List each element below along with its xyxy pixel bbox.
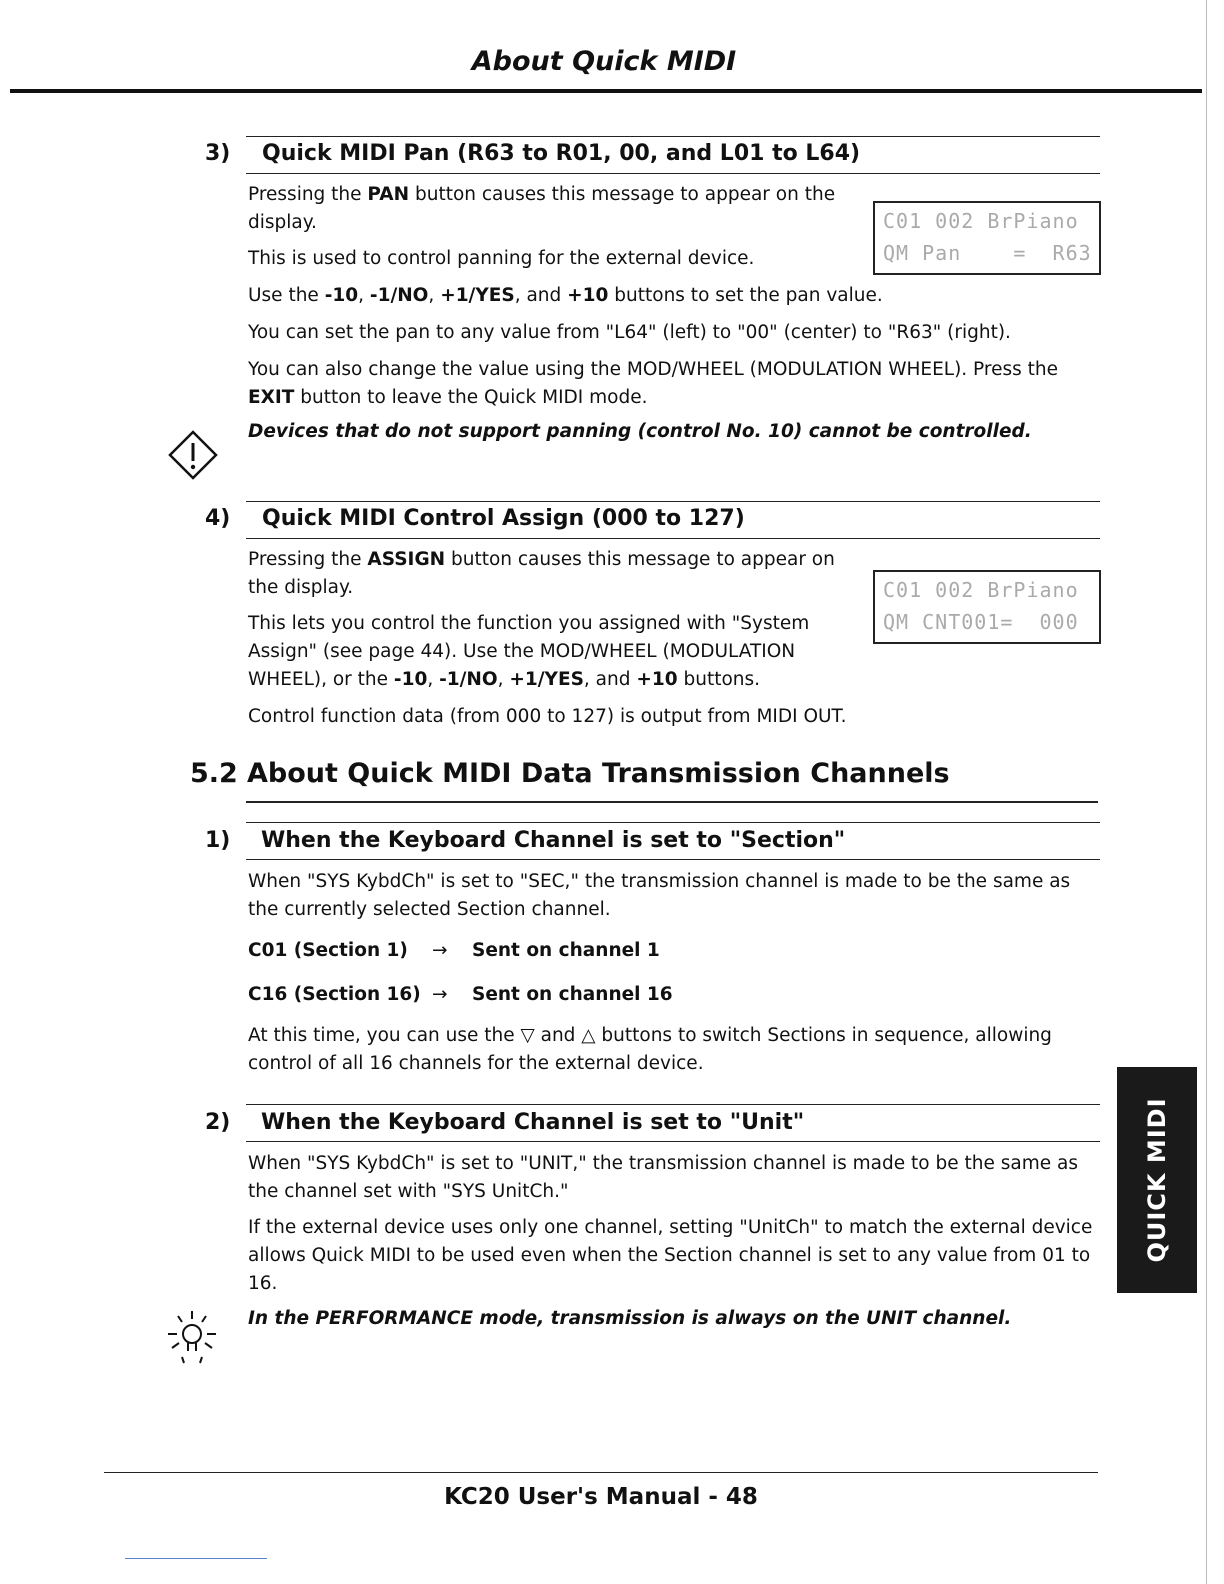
channel-row-2-arrow: → — [432, 984, 448, 1005]
section-5-2-number: 5.2 — [190, 758, 238, 789]
footer-rule — [104, 1472, 1098, 1473]
subsection-2-paragraph-1: When "SYS KybdCh" is set to "UNIT," the transmission channel is made to be the same as the channel set with "SYS UnitCh." — [248, 1153, 1078, 1202]
page-header-title: About Quick MIDI — [471, 46, 737, 77]
section-3-paragraph-2: This is used to control panning for the external device. — [248, 248, 755, 269]
channel-row-1-arrow: → — [432, 940, 448, 961]
section-3-bottom-rule — [246, 173, 1100, 174]
section-3-caution-note: Devices that do not support panning (control No. 10) cannot be controlled. — [248, 421, 1032, 442]
subsection-1-paragraph-2: At this time, you can use the ▽ and △ buttons to switch Sections in sequence, allowing control of all 16 channels for the external device. — [248, 1025, 1052, 1074]
section-4-paragraph-1: Pressing the ASSIGN button causes this message to appear on the display. — [248, 549, 835, 598]
section-4-top-rule — [246, 501, 1100, 502]
caution-icon — [168, 430, 218, 480]
channel-row-1-left: C01 (Section 1) — [248, 940, 408, 961]
section-5-2-rule — [246, 801, 1098, 803]
subsection-2-paragraph-2: If the external device uses only one channel, setting "UnitCh" to match the external device allows Quick MIDI to be used even when the Section channel is set to any value from 01 to 16. — [248, 1217, 1093, 1294]
tip-lightbulb-icon — [164, 1307, 220, 1365]
lcd-pan-line-2: QM Pan = R63 — [883, 241, 1092, 265]
section-4-paragraph-3: Control function data (from 000 to 127) is output from MIDI OUT. — [248, 706, 847, 727]
section-4-bottom-rule — [246, 538, 1100, 539]
channel-row-2-right: Sent on channel 16 — [472, 984, 673, 1005]
section-3-paragraph-5: You can also change the value using the MOD/WHEEL (MODULATION WHEEL). Press the EXIT button to leave the Quick MIDI mode. — [248, 359, 1058, 408]
subsection-1-paragraph-1: When "SYS KybdCh" is set to "SEC," the transmission channel is made to be the same as the currently selected Section channel. — [248, 871, 1071, 920]
section-3-top-rule — [246, 136, 1100, 137]
subsection-1-number: 1) — [205, 828, 231, 853]
section-3-paragraph-3: Use the -10, -1/NO, +1/YES, and +10 buttons to set the pan value. — [248, 285, 883, 306]
bottom-link-line — [125, 1558, 267, 1559]
subsection-1-title: When the Keyboard Channel is set to "Section" — [261, 828, 846, 853]
subsection-1-top-rule — [246, 822, 1100, 823]
lcd-assign-line-2: QM CNT001= 000 — [883, 610, 1079, 634]
subsection-1-bottom-rule — [246, 859, 1100, 860]
section-5-2-title: About Quick MIDI Data Transmission Channels — [247, 758, 950, 789]
section-3-paragraph-1: Pressing the PAN button causes this message to appear on the display. — [248, 184, 836, 233]
section-4-title: Quick MIDI Control Assign (000 to 127) — [262, 506, 745, 531]
header-rule — [10, 89, 1202, 93]
subsection-2-tip-note: In the PERFORMANCE mode, transmission is always on the UNIT channel. — [248, 1308, 1012, 1329]
section-3-paragraph-4: You can set the pan to any value from "L64" (left) to "00" (center) to "R63" (right). — [248, 322, 1011, 343]
channel-row-2-left: C16 (Section 16) — [248, 984, 421, 1005]
subsection-2-top-rule — [246, 1104, 1100, 1105]
subsection-2-number: 2) — [205, 1110, 231, 1135]
section-4-paragraph-2: This lets you control the function you assigned with "System Assign" (see page 44). Use the MOD/WHEEL (MODULATION WHEEL), or the -10, -1/NO, +1/YES, and +10 buttons. — [248, 613, 810, 690]
lcd-pan-line-1: C01 002 BrPiano — [883, 209, 1079, 233]
side-tab-label: QUICK MIDI — [1143, 1097, 1171, 1263]
page-edge — [1206, 0, 1207, 1584]
subsection-2-bottom-rule — [246, 1141, 1100, 1142]
lcd-display-assign — [873, 570, 1101, 644]
page-footer: KC20 User's Manual - 48 — [444, 1484, 758, 1510]
lcd-display-pan — [873, 201, 1101, 275]
channel-row-1-right: Sent on channel 1 — [472, 940, 660, 961]
subsection-2-title: When the Keyboard Channel is set to "Unit" — [261, 1110, 805, 1135]
side-tab — [1117, 1067, 1197, 1293]
section-3-title: Quick MIDI Pan (R63 to R01, 00, and L01 to L64) — [262, 141, 861, 166]
section-3-number: 3) — [205, 141, 231, 166]
section-4-number: 4) — [205, 506, 231, 531]
lcd-assign-line-1: C01 002 BrPiano — [883, 578, 1079, 602]
